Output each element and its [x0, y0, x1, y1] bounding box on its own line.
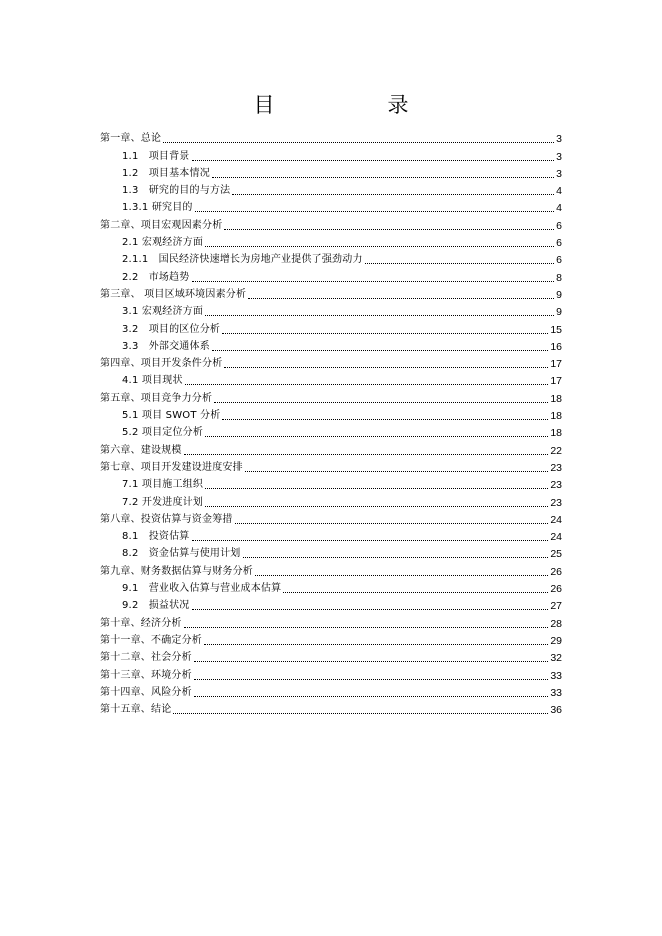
- toc-entry-label: 第五章、项目竞争力分析: [100, 392, 213, 404]
- toc-section-entry[interactable]: [100, 180, 562, 197]
- toc-entry-label: 第十一章、不确定分析: [100, 634, 202, 646]
- toc-page-number: 23: [550, 461, 562, 474]
- toc-section-entry[interactable]: [100, 405, 562, 422]
- toc-page-number: 9: [556, 288, 562, 301]
- toc-section-entry[interactable]: [100, 491, 562, 508]
- toc-title: 目 录: [253, 93, 455, 117]
- toc-entry-label: 第十四章、风险分析: [100, 686, 192, 698]
- toc-entry-label: 第六章、建设规模: [100, 444, 182, 456]
- toc-page-number: 25: [550, 548, 562, 561]
- toc-page-number: 24: [550, 531, 562, 544]
- toc-dot-leader: [222, 419, 548, 420]
- toc-dot-leader: [245, 471, 549, 472]
- toc-dot-leader: [222, 333, 548, 334]
- toc-page-number: 23: [550, 496, 562, 509]
- table-of-contents: [100, 128, 562, 716]
- toc-dot-leader: [283, 592, 548, 593]
- toc-dot-leader: [365, 263, 555, 264]
- toc-chapter-entry[interactable]: [100, 630, 562, 647]
- toc-entry-label: 4.1 项目现状: [122, 375, 183, 387]
- toc-entry-label: 2.1 宏观经济方面: [122, 237, 204, 249]
- toc-chapter-entry[interactable]: [100, 387, 562, 404]
- toc-section-entry[interactable]: [100, 370, 562, 387]
- toc-entry-label: 第八章、投资估算与资金筹措: [100, 513, 233, 525]
- toc-dot-leader: [205, 315, 554, 316]
- toc-page-number: 23: [550, 479, 562, 492]
- toc-page-number: 3: [556, 133, 562, 146]
- toc-dot-leader: [192, 609, 549, 610]
- toc-dot-leader: [173, 713, 548, 714]
- toc-entry-label: 9.2 损益状况: [122, 600, 190, 612]
- toc-page-number: 6: [556, 237, 562, 250]
- toc-entry-label: 7.2 开发进度计划: [122, 496, 204, 508]
- toc-page-number: 17: [550, 358, 562, 371]
- toc-entry-label: 5.2 项目定位分析: [122, 427, 204, 439]
- toc-chapter-entry[interactable]: [100, 647, 562, 664]
- toc-section-entry[interactable]: [100, 336, 562, 353]
- toc-entry-label: 7.1 项目施工组织: [122, 479, 204, 491]
- toc-entry-label: 第七章、项目开发建设进度安排: [100, 461, 243, 473]
- toc-dot-leader: [192, 540, 549, 541]
- toc-entry-label: 2.2 市场趋势: [122, 271, 190, 283]
- toc-page-number: 27: [550, 600, 562, 613]
- toc-dot-leader: [235, 523, 549, 524]
- toc-entry-label: 1.3.1 研究目的: [122, 202, 193, 214]
- toc-dot-leader: [214, 402, 548, 403]
- toc-page-number: 3: [556, 150, 562, 163]
- toc-entry-label: 2.1.1 国民经济快速增长为房地产业提供了强劲动力: [122, 254, 363, 266]
- toc-chapter-entry[interactable]: [100, 509, 562, 526]
- toc-dot-leader: [195, 211, 555, 212]
- toc-dot-leader: [204, 644, 548, 645]
- toc-entry-label: 第十章、经济分析: [100, 617, 182, 629]
- toc-page-number: 6: [556, 254, 562, 267]
- toc-page-number: 15: [550, 323, 562, 336]
- toc-page-number: 26: [550, 565, 562, 578]
- toc-page-number: 17: [550, 375, 562, 388]
- toc-section-entry[interactable]: [100, 474, 562, 491]
- toc-section-entry[interactable]: [100, 249, 562, 266]
- toc-entry-label: 1.3 研究的目的与方法: [122, 185, 231, 197]
- toc-dot-leader: [212, 177, 554, 178]
- toc-page-number: 22: [550, 444, 562, 457]
- toc-chapter-entry[interactable]: [100, 128, 562, 145]
- toc-dot-leader: [192, 160, 555, 161]
- toc-section-entry[interactable]: [100, 526, 562, 543]
- toc-dot-leader: [205, 246, 554, 247]
- toc-entry-label: 第四章、项目开发条件分析: [100, 358, 223, 370]
- toc-entry-label: 第一章、总论: [100, 133, 162, 145]
- toc-dot-leader: [232, 194, 554, 195]
- toc-dot-leader: [224, 367, 548, 368]
- toc-section-entry[interactable]: [100, 145, 562, 162]
- toc-entry-label: 5.1 项目 SWOT 分析: [122, 410, 221, 422]
- toc-section-entry[interactable]: [100, 266, 562, 283]
- toc-dot-leader: [212, 350, 548, 351]
- toc-dot-leader: [205, 506, 548, 507]
- toc-dot-leader: [243, 557, 549, 558]
- toc-chapter-entry[interactable]: [100, 214, 562, 231]
- toc-chapter-entry[interactable]: [100, 699, 562, 716]
- toc-page-number: 29: [550, 634, 562, 647]
- toc-page-number: 8: [556, 271, 562, 284]
- toc-page-number: 18: [550, 392, 562, 405]
- toc-dot-leader: [255, 575, 548, 576]
- toc-entry-label: 3.1 宏观经济方面: [122, 306, 204, 318]
- toc-page-number: 18: [550, 427, 562, 440]
- toc-section-entry[interactable]: [100, 318, 562, 335]
- toc-chapter-entry[interactable]: [100, 284, 562, 301]
- toc-page-number: 4: [556, 185, 562, 198]
- toc-section-entry[interactable]: [100, 595, 562, 612]
- toc-page-number: 16: [550, 340, 562, 353]
- toc-page-number: 32: [550, 652, 562, 665]
- toc-entry-label: 第三章、 项目区域环境因素分析: [100, 288, 247, 300]
- toc-section-entry[interactable]: [100, 578, 562, 595]
- toc-dot-leader: [194, 696, 549, 697]
- toc-page-number: 18: [550, 410, 562, 423]
- toc-entry-label: 3.3 外部交通体系: [122, 340, 210, 352]
- toc-dot-leader: [163, 142, 554, 143]
- toc-dot-leader: [205, 436, 548, 437]
- toc-dot-leader: [194, 661, 549, 662]
- toc-dot-leader: [205, 488, 548, 489]
- toc-entry-label: 第十二章、社会分析: [100, 652, 192, 664]
- toc-entry-label: 8.2 资金估算与使用计划: [122, 548, 241, 560]
- toc-page-number: 6: [556, 219, 562, 232]
- toc-page-number: 9: [556, 306, 562, 319]
- toc-section-entry[interactable]: [100, 232, 562, 249]
- toc-chapter-entry[interactable]: [100, 560, 562, 577]
- toc-chapter-entry[interactable]: [100, 682, 562, 699]
- toc-chapter-entry[interactable]: [100, 439, 562, 456]
- toc-dot-leader: [185, 384, 549, 385]
- toc-page-number: 4: [556, 202, 562, 215]
- toc-entry-label: 8.1 投资估算: [122, 531, 190, 543]
- toc-dot-leader: [248, 298, 554, 299]
- toc-dot-leader: [184, 454, 549, 455]
- toc-section-entry[interactable]: [100, 543, 562, 560]
- toc-chapter-entry[interactable]: [100, 457, 562, 474]
- toc-entry-label: 1.2 项目基本情况: [122, 167, 210, 179]
- toc-page-number: 36: [550, 704, 562, 717]
- toc-page-number: 28: [550, 617, 562, 630]
- toc-entry-label: 1.1 项目背景: [122, 150, 190, 162]
- toc-entry-label: 第二章、项目宏观因素分析: [100, 219, 223, 231]
- toc-chapter-entry[interactable]: [100, 612, 562, 629]
- toc-dot-leader: [194, 679, 549, 680]
- toc-entry-label: 第十三章、环境分析: [100, 669, 192, 681]
- toc-section-entry[interactable]: [100, 301, 562, 318]
- toc-dot-leader: [192, 281, 555, 282]
- toc-dot-leader: [184, 627, 549, 628]
- toc-entry-label: 9.1 营业收入估算与营业成本估算: [122, 583, 282, 595]
- toc-chapter-entry[interactable]: [100, 664, 562, 681]
- toc-page-number: 26: [550, 583, 562, 596]
- toc-section-entry[interactable]: [100, 197, 562, 214]
- toc-chapter-entry[interactable]: [100, 353, 562, 370]
- toc-dot-leader: [224, 229, 554, 230]
- toc-entry-label: 3.2 项目的区位分析: [122, 323, 221, 335]
- toc-entry-label: 第十五章、结论: [100, 704, 172, 716]
- toc-section-entry[interactable]: [100, 163, 562, 180]
- toc-section-entry[interactable]: [100, 422, 562, 439]
- toc-page-number: 33: [550, 686, 562, 699]
- toc-page-number: 33: [550, 669, 562, 682]
- toc-entry-label: 第九章、财务数据估算与财务分析: [100, 565, 253, 577]
- toc-page-number: 24: [550, 513, 562, 526]
- toc-page-number: 3: [556, 167, 562, 180]
